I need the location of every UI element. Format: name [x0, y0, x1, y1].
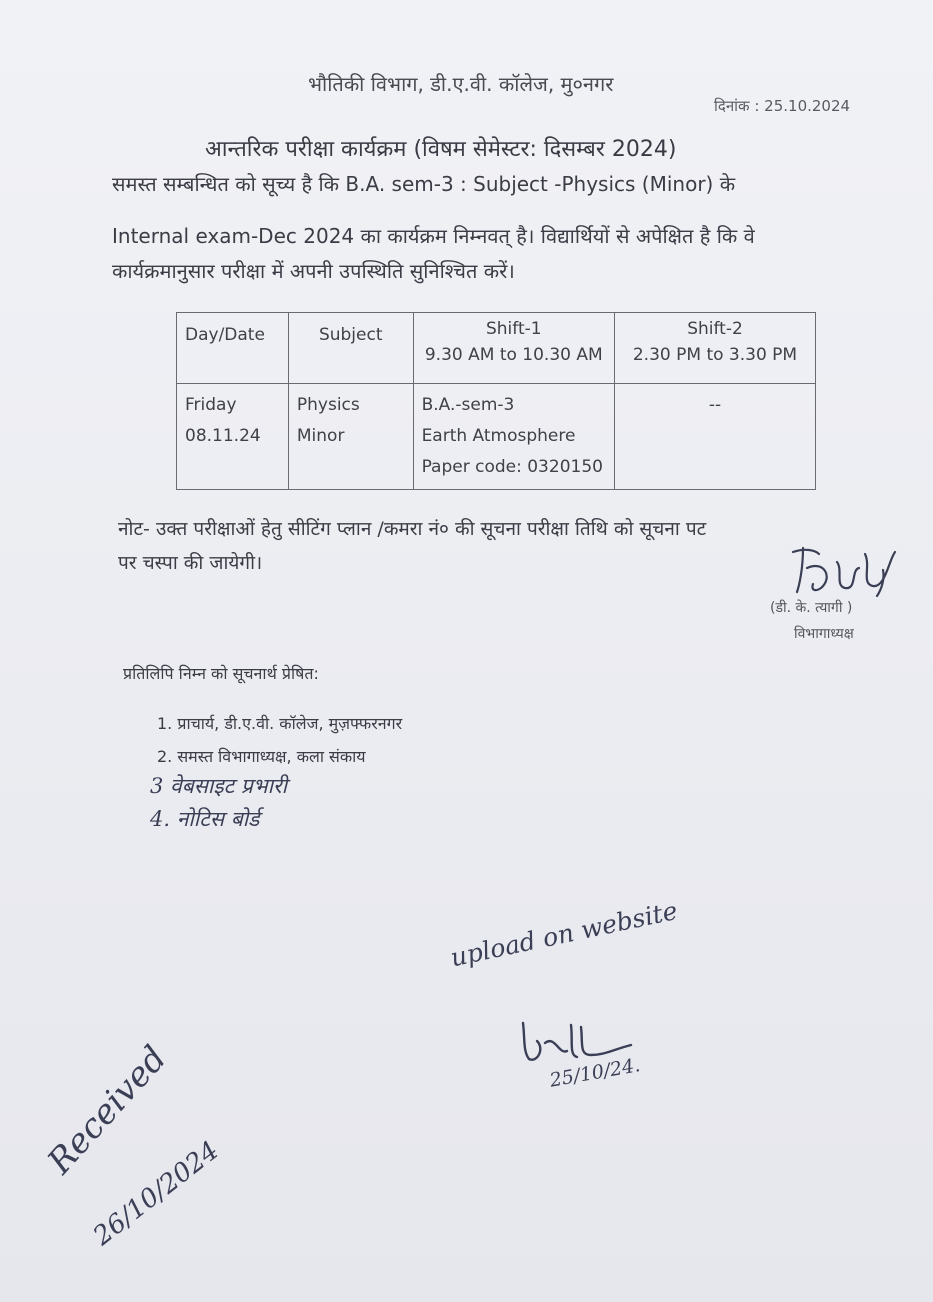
received-date-handwritten: 26/10/2024: [88, 1135, 225, 1252]
cell-shift1-code: Paper code: 0320150: [421, 457, 603, 477]
upload-note-handwritten: upload on website: [448, 895, 680, 973]
note-line-1: नोट- उक्त परीक्षाओं हेतु सीटिंग प्लान /कमरा नं० की सूचना परीक्षा तिथि को सूचना पट: [118, 518, 707, 540]
copy-to-item-1: 1. प्राचार्य, डी.ए.वी. कॉलेज, मुज़फ्फरनगर: [157, 714, 403, 733]
shift1-time: 9.30 AM to 10.30 AM: [424, 345, 603, 365]
shift2-time: 2.30 PM to 3.30 PM: [632, 345, 798, 365]
received-stamp-handwritten: Received: [40, 1038, 175, 1182]
header-cell-subject: Subject: [288, 313, 413, 384]
header-cell-day-date: Day/Date: [177, 313, 289, 384]
department-header: भौतिकी विभाग, डी.ए.वी. कॉलेज, मु०नगर: [308, 72, 614, 96]
cell-shift2-value: --: [708, 395, 722, 415]
signatory-name: (डी. के. त्यागी ): [770, 600, 853, 616]
cell-subject-name: Physics: [296, 395, 360, 415]
paragraph-line-2: Internal exam-Dec 2024 का कार्यक्रम निम्नवत् है। विद्यार्थियों से अपेक्षित है कि वे: [112, 224, 755, 248]
cell-shift1-paper: Earth Atmosphere: [421, 426, 576, 446]
note-line-2: पर चस्पा की जायेगी।: [118, 552, 263, 574]
copy-to-item-3-handwritten: 3 वेबसाइट प्रभारी: [150, 774, 288, 798]
cell-subject-type: Minor: [296, 426, 345, 446]
hod-signature: [785, 540, 905, 600]
header-cell-shift2: Shift-2 2.30 PM to 3.30 PM: [614, 313, 815, 384]
cell-day: Friday: [185, 395, 237, 415]
paragraph-line-1: समस्त सम्बन्धित को सूच्य है कि B.A. sem-3 : Subject -Physics (Minor) के: [112, 172, 736, 196]
cell-day-date: [177, 384, 289, 490]
signatory-designation: विभागाध्यक्ष: [794, 626, 854, 642]
copy-to-heading: प्रतिलिपि निम्न को सूचनार्थ प्रेषित:: [123, 664, 319, 683]
copy-to-item-2: 2. समस्त विभागाध्यक्ष, कला संकाय: [157, 747, 366, 766]
copy-to-item-4-handwritten: 4. नोटिस बोर्ड: [150, 807, 260, 831]
cell-subject: [288, 384, 413, 490]
upload-date-handwritten: 25/10/24.: [548, 1054, 642, 1092]
table-row: [177, 384, 816, 490]
cell-shift1: [413, 384, 614, 490]
header-cell-shift1: Shift-1 9.30 AM to 10.30 AM: [413, 313, 614, 384]
table-header-row: [177, 313, 816, 384]
notice-date: दिनांक : 25.10.2024: [714, 97, 851, 115]
cell-date: 08.11.24: [185, 426, 261, 446]
exam-schedule-table: [176, 312, 816, 490]
paragraph-line-3: कार्यक्रमानुसार परीक्षा में अपनी उपस्थिति सुनिश्चित करें।: [112, 259, 515, 283]
cell-shift2: [614, 384, 815, 490]
notice-title: आन्तरिक परीक्षा कार्यक्रम (विषम सेमेस्टर: दिसम्बर 2024): [205, 137, 677, 162]
cell-shift1-class: B.A.-sem-3: [421, 395, 515, 415]
